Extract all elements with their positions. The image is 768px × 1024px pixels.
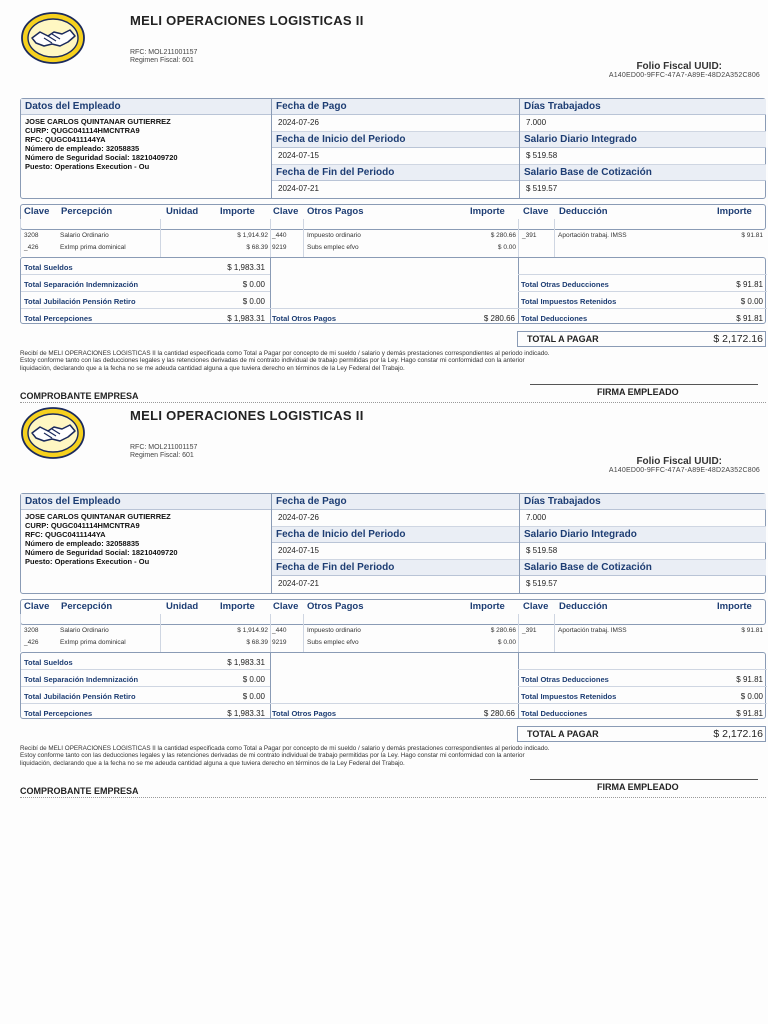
company-rfc-block — [130, 444, 197, 460]
payments-header-row — [21, 205, 765, 220]
total-sueldos-label: Total Sueldos — [24, 263, 73, 272]
clave-header: Clave — [273, 601, 299, 612]
importe-header: Importe — [717, 206, 752, 217]
total-otras-deducciones-label: Total Otras Deducciones — [521, 280, 609, 289]
employee-name: JOSE CARLOS QUINTANAR GUTIERREZ — [25, 512, 171, 521]
comprobante-empresa-label: COMPROBANTE EMPRESA — [20, 391, 139, 401]
datos-empleado-header: Datos del Empleado — [21, 99, 271, 115]
employee-number: Número de empleado: 32058835 — [25, 144, 140, 153]
cut-line — [20, 797, 766, 798]
percepcion-desc: Salario Ordinario — [60, 232, 109, 239]
total-otras-deducciones-value: $ 91.81 — [736, 280, 763, 289]
datos-empleado-header: Datos del Empleado — [21, 494, 271, 510]
total-sueldos-label: Total Sueldos — [24, 658, 73, 667]
salario-base-value: $ 519.57 — [526, 184, 558, 193]
total-otros-pagos-label: Total Otros Pagos — [272, 314, 337, 323]
percepcion-desc: ExImp prima dominical — [60, 639, 126, 646]
company-rfc-block — [130, 49, 197, 65]
fecha-fin-value: 2024-07-21 — [278, 579, 319, 588]
otros-pagos-header: Otros Pagos — [307, 206, 364, 217]
percepcion-importe: $ 68.39 — [246, 244, 268, 251]
importe-header: Importe — [470, 601, 505, 612]
salario-base-header: Salario Base de Cotización — [520, 165, 766, 181]
otro-pago-desc: Subs emplec efvo — [307, 639, 359, 646]
legal-text: Recibí de MELI OPERACIONES LOGISTICAS II la cantidad especificada como Total a Pagar por concepto de mi sueldo / salario y demás prestaciones correspondientes al periodo indicado. Estoy conforme tanto con las deducciones legales y las retenciones derivadas de mi contrato individual de trabajo permitidas por la Ley. Hago constar mi conformidad con la anterior liquidación, declarando que a la fecha no se me adeuda cantidad alguna a que tuviera derecho en términos de la Ley Federal del Trabajo. — [20, 745, 550, 767]
percepcion-desc: Salario Ordinario — [60, 627, 109, 634]
otro-pago-importe: $ 280.66 — [490, 232, 516, 239]
otro-pago-desc: Subs emplec efvo — [307, 244, 359, 251]
deduccion-importe: $ 91.81 — [741, 627, 763, 634]
folio-fiscal-value: A140ED00-9FFC-47A7-A89E-48D2A352C806 — [608, 467, 760, 474]
fecha-inicio-value: 2024-07-15 — [272, 543, 519, 560]
employee-details — [21, 115, 271, 173]
percepcion-importe: $ 1,914.92 — [237, 627, 268, 634]
percepcion-importe: $ 1,914.92 — [237, 232, 268, 239]
dias-header: Días Trabajados — [520, 99, 766, 115]
fecha-inicio-value: 2024-07-15 — [272, 148, 519, 165]
comprobante-empresa-label: COMPROBANTE EMPRESA — [20, 786, 139, 796]
company-name: MELI OPERACIONES LOGISTICAS II — [130, 408, 364, 423]
total-a-pagar-label: TOTAL A PAGAR — [527, 729, 599, 739]
percepcion-clave: 3208 — [24, 232, 39, 239]
total-deducciones-label: Total Deducciones — [521, 314, 588, 323]
deduccion-desc: Aportación trabaj. IMSS — [558, 627, 627, 634]
handshake-icon — [20, 405, 86, 461]
total-a-pagar-box — [517, 726, 766, 742]
signature-line — [530, 779, 758, 780]
employee-column — [21, 494, 272, 593]
clave-header: Clave — [273, 206, 299, 217]
payments-table — [20, 599, 766, 625]
employee-info-box — [20, 493, 766, 594]
salary-column — [520, 99, 766, 198]
total-deducciones-value: $ 91.81 — [736, 314, 763, 323]
total-jubilacion-value: $ 0.00 — [242, 297, 265, 306]
total-jubilacion-value: $ 0.00 — [242, 692, 265, 701]
company-name: MELI OPERACIONES LOGISTICAS II — [130, 13, 364, 28]
deduccion-header: Deducción — [559, 601, 608, 612]
total-percepciones-label: Total Percepciones — [24, 314, 93, 323]
total-impuestos-label: Total Impuestos Retenidos — [521, 297, 617, 306]
deduccion-clave: _391 — [522, 627, 537, 634]
regimen-fiscal: Regimen Fiscal: 601 — [130, 57, 194, 64]
folio-fiscal-label: Folio Fiscal UUID: — [636, 456, 722, 467]
total-a-pagar-value: $ 2,172.16 — [713, 728, 763, 740]
signature-line — [530, 384, 758, 385]
fecha-pago-value: 2024-07-26 — [272, 115, 519, 132]
fecha-pago-value: 2024-07-26 — [272, 510, 519, 527]
handshake-icon — [20, 10, 86, 66]
salary-column — [520, 494, 766, 593]
totals-box — [20, 652, 766, 719]
total-percepciones-value: $ 1,983.31 — [227, 709, 265, 718]
percepcion-header: Percepción — [61, 206, 113, 217]
salario-diario-value: $ 519.58 — [520, 543, 766, 560]
total-otras-deducciones-label: Total Otras Deducciones — [521, 675, 609, 684]
employee-curp: CURP: QUGC041114HMCNTRA9 — [25, 521, 140, 530]
fecha-fin-header: Fecha de Fin del Periodo — [272, 165, 519, 181]
regimen-fiscal: Regimen Fiscal: 601 — [130, 452, 194, 459]
total-percepciones-value: $ 1,983.31 — [227, 314, 265, 323]
dias-header: Días Trabajados — [520, 494, 766, 510]
total-otros-pagos-label: Total Otros Pagos — [272, 709, 337, 718]
total-otras-deducciones-value: $ 91.81 — [736, 675, 763, 684]
folio-fiscal-value: A140ED00-9FFC-47A7-A89E-48D2A352C806 — [608, 72, 760, 79]
fecha-pago-header: Fecha de Pago — [272, 99, 519, 115]
fecha-pago-header: Fecha de Pago — [272, 494, 519, 510]
company-rfc: RFC: MOL211001157 — [130, 444, 198, 451]
total-impuestos-value: $ 0.00 — [740, 692, 763, 701]
fecha-fin-header: Fecha de Fin del Periodo — [272, 560, 519, 576]
employee-puesto: Puesto: Operations Execution - Ou — [25, 557, 150, 566]
total-otros-pagos-value: $ 280.66 — [483, 709, 515, 718]
otro-pago-clave: _440 — [272, 232, 287, 239]
employee-rfc: RFC: QUGC0411144YA — [25, 135, 106, 144]
importe-header: Importe — [470, 206, 505, 217]
otro-pago-clave: _440 — [272, 627, 287, 634]
otro-pago-importe: $ 0.00 — [497, 244, 516, 251]
dates-column — [272, 494, 520, 593]
percepcion-header: Percepción — [61, 601, 113, 612]
otro-pago-desc: Impuesto ordinario — [307, 627, 361, 634]
salario-diario-header: Salario Diario Integrado — [520, 132, 766, 148]
deduccion-clave: _391 — [522, 232, 537, 239]
total-separacion-label: Total Separación Indemnización — [24, 280, 139, 289]
importe-header: Importe — [220, 601, 255, 612]
firma-empleado-label: FIRMA EMPLEADO — [597, 782, 679, 792]
salario-diario-value: $ 519.58 — [520, 148, 766, 165]
deduccion-header: Deducción — [559, 206, 608, 217]
employee-name: JOSE CARLOS QUINTANAR GUTIERREZ — [25, 117, 171, 126]
percepcion-clave: _426 — [24, 639, 39, 646]
total-impuestos-label: Total Impuestos Retenidos — [521, 692, 617, 701]
fecha-inicio-header: Fecha de Inicio del Periodo — [272, 527, 519, 543]
employee-rfc: RFC: QUGC0411144YA — [25, 530, 106, 539]
total-separacion-value: $ 0.00 — [242, 280, 265, 289]
total-impuestos-value: $ 0.00 — [740, 297, 763, 306]
dates-column — [272, 99, 520, 198]
clave-header: Clave — [523, 206, 549, 217]
payments-header-row — [21, 600, 765, 615]
dias-value: 7.000 — [520, 510, 766, 527]
clave-header: Clave — [523, 601, 549, 612]
employee-nss: Número de Seguridad Social: 18210409720 — [25, 548, 178, 557]
salario-base-value: $ 519.57 — [526, 579, 558, 588]
otro-pago-importe: $ 0.00 — [497, 639, 516, 646]
deduccion-desc: Aportación trabaj. IMSS — [558, 232, 627, 239]
employee-nss: Número de Seguridad Social: 18210409720 — [25, 153, 178, 162]
total-otros-pagos-value: $ 280.66 — [483, 314, 515, 323]
legal-text: Recibí de MELI OPERACIONES LOGISTICAS II la cantidad especificada como Total a Pagar por concepto de mi sueldo / salario y demás prestaciones correspondientes al periodo indicado. Estoy conforme tanto con las deducciones legales y las retenciones derivadas de mi contrato individual de trabajo permitidas por la Ley. Hago constar mi conformidad con la anterior liquidación, declarando que a la fecha no se me adeuda cantidad alguna a que tuviera derecho en términos de la Ley Federal del Trabajo. — [20, 350, 550, 372]
fecha-inicio-header: Fecha de Inicio del Periodo — [272, 132, 519, 148]
total-a-pagar-label: TOTAL A PAGAR — [527, 334, 599, 344]
dias-value: 7.000 — [520, 115, 766, 132]
total-separacion-label: Total Separación Indemnización — [24, 675, 139, 684]
percepcion-clave: _426 — [24, 244, 39, 251]
clave-header: Clave — [24, 601, 50, 612]
employee-puesto: Puesto: Operations Execution - Ou — [25, 162, 150, 171]
totals-box — [20, 257, 766, 324]
payroll-receipt — [0, 400, 768, 795]
total-deducciones-value: $ 91.81 — [736, 709, 763, 718]
company-rfc: RFC: MOL211001157 — [130, 49, 198, 56]
percepcion-importe: $ 68.39 — [246, 639, 268, 646]
total-sueldos-value: $ 1,983.31 — [227, 658, 265, 667]
employee-details — [21, 510, 271, 568]
unidad-header: Unidad — [166, 206, 199, 217]
percepcion-desc: ExImp prima dominical — [60, 244, 126, 251]
importe-header: Importe — [220, 206, 255, 217]
otro-pago-importe: $ 280.66 — [490, 627, 516, 634]
unidad-header: Unidad — [166, 601, 199, 612]
total-sueldos-value: $ 1,983.31 — [227, 263, 265, 272]
otro-pago-clave: 9219 — [272, 639, 287, 646]
fecha-fin-value: 2024-07-21 — [278, 184, 319, 193]
total-a-pagar-value: $ 2,172.16 — [713, 333, 763, 345]
total-jubilacion-label: Total Jubilación Pensión Retiro — [24, 692, 136, 701]
employee-number: Número de empleado: 32058835 — [25, 539, 140, 548]
payments-table — [20, 204, 766, 230]
total-a-pagar-box — [517, 331, 766, 347]
otros-pagos-header: Otros Pagos — [307, 601, 364, 612]
salario-base-header: Salario Base de Cotización — [520, 560, 766, 576]
importe-header: Importe — [717, 601, 752, 612]
percepcion-clave: 3208 — [24, 627, 39, 634]
clave-header: Clave — [24, 206, 50, 217]
employee-column — [21, 99, 272, 198]
total-deducciones-label: Total Deducciones — [521, 709, 588, 718]
total-percepciones-label: Total Percepciones — [24, 709, 93, 718]
employee-curp: CURP: QUGC041114HMCNTRA9 — [25, 126, 140, 135]
total-separacion-value: $ 0.00 — [242, 675, 265, 684]
deduccion-importe: $ 91.81 — [741, 232, 763, 239]
payroll-receipt — [0, 5, 768, 400]
otro-pago-desc: Impuesto ordinario — [307, 232, 361, 239]
otro-pago-clave: 9219 — [272, 244, 287, 251]
firma-empleado-label: FIRMA EMPLEADO — [597, 387, 679, 397]
folio-fiscal-label: Folio Fiscal UUID: — [636, 61, 722, 72]
total-jubilacion-label: Total Jubilación Pensión Retiro — [24, 297, 136, 306]
employee-info-box — [20, 98, 766, 199]
salario-diario-header: Salario Diario Integrado — [520, 527, 766, 543]
